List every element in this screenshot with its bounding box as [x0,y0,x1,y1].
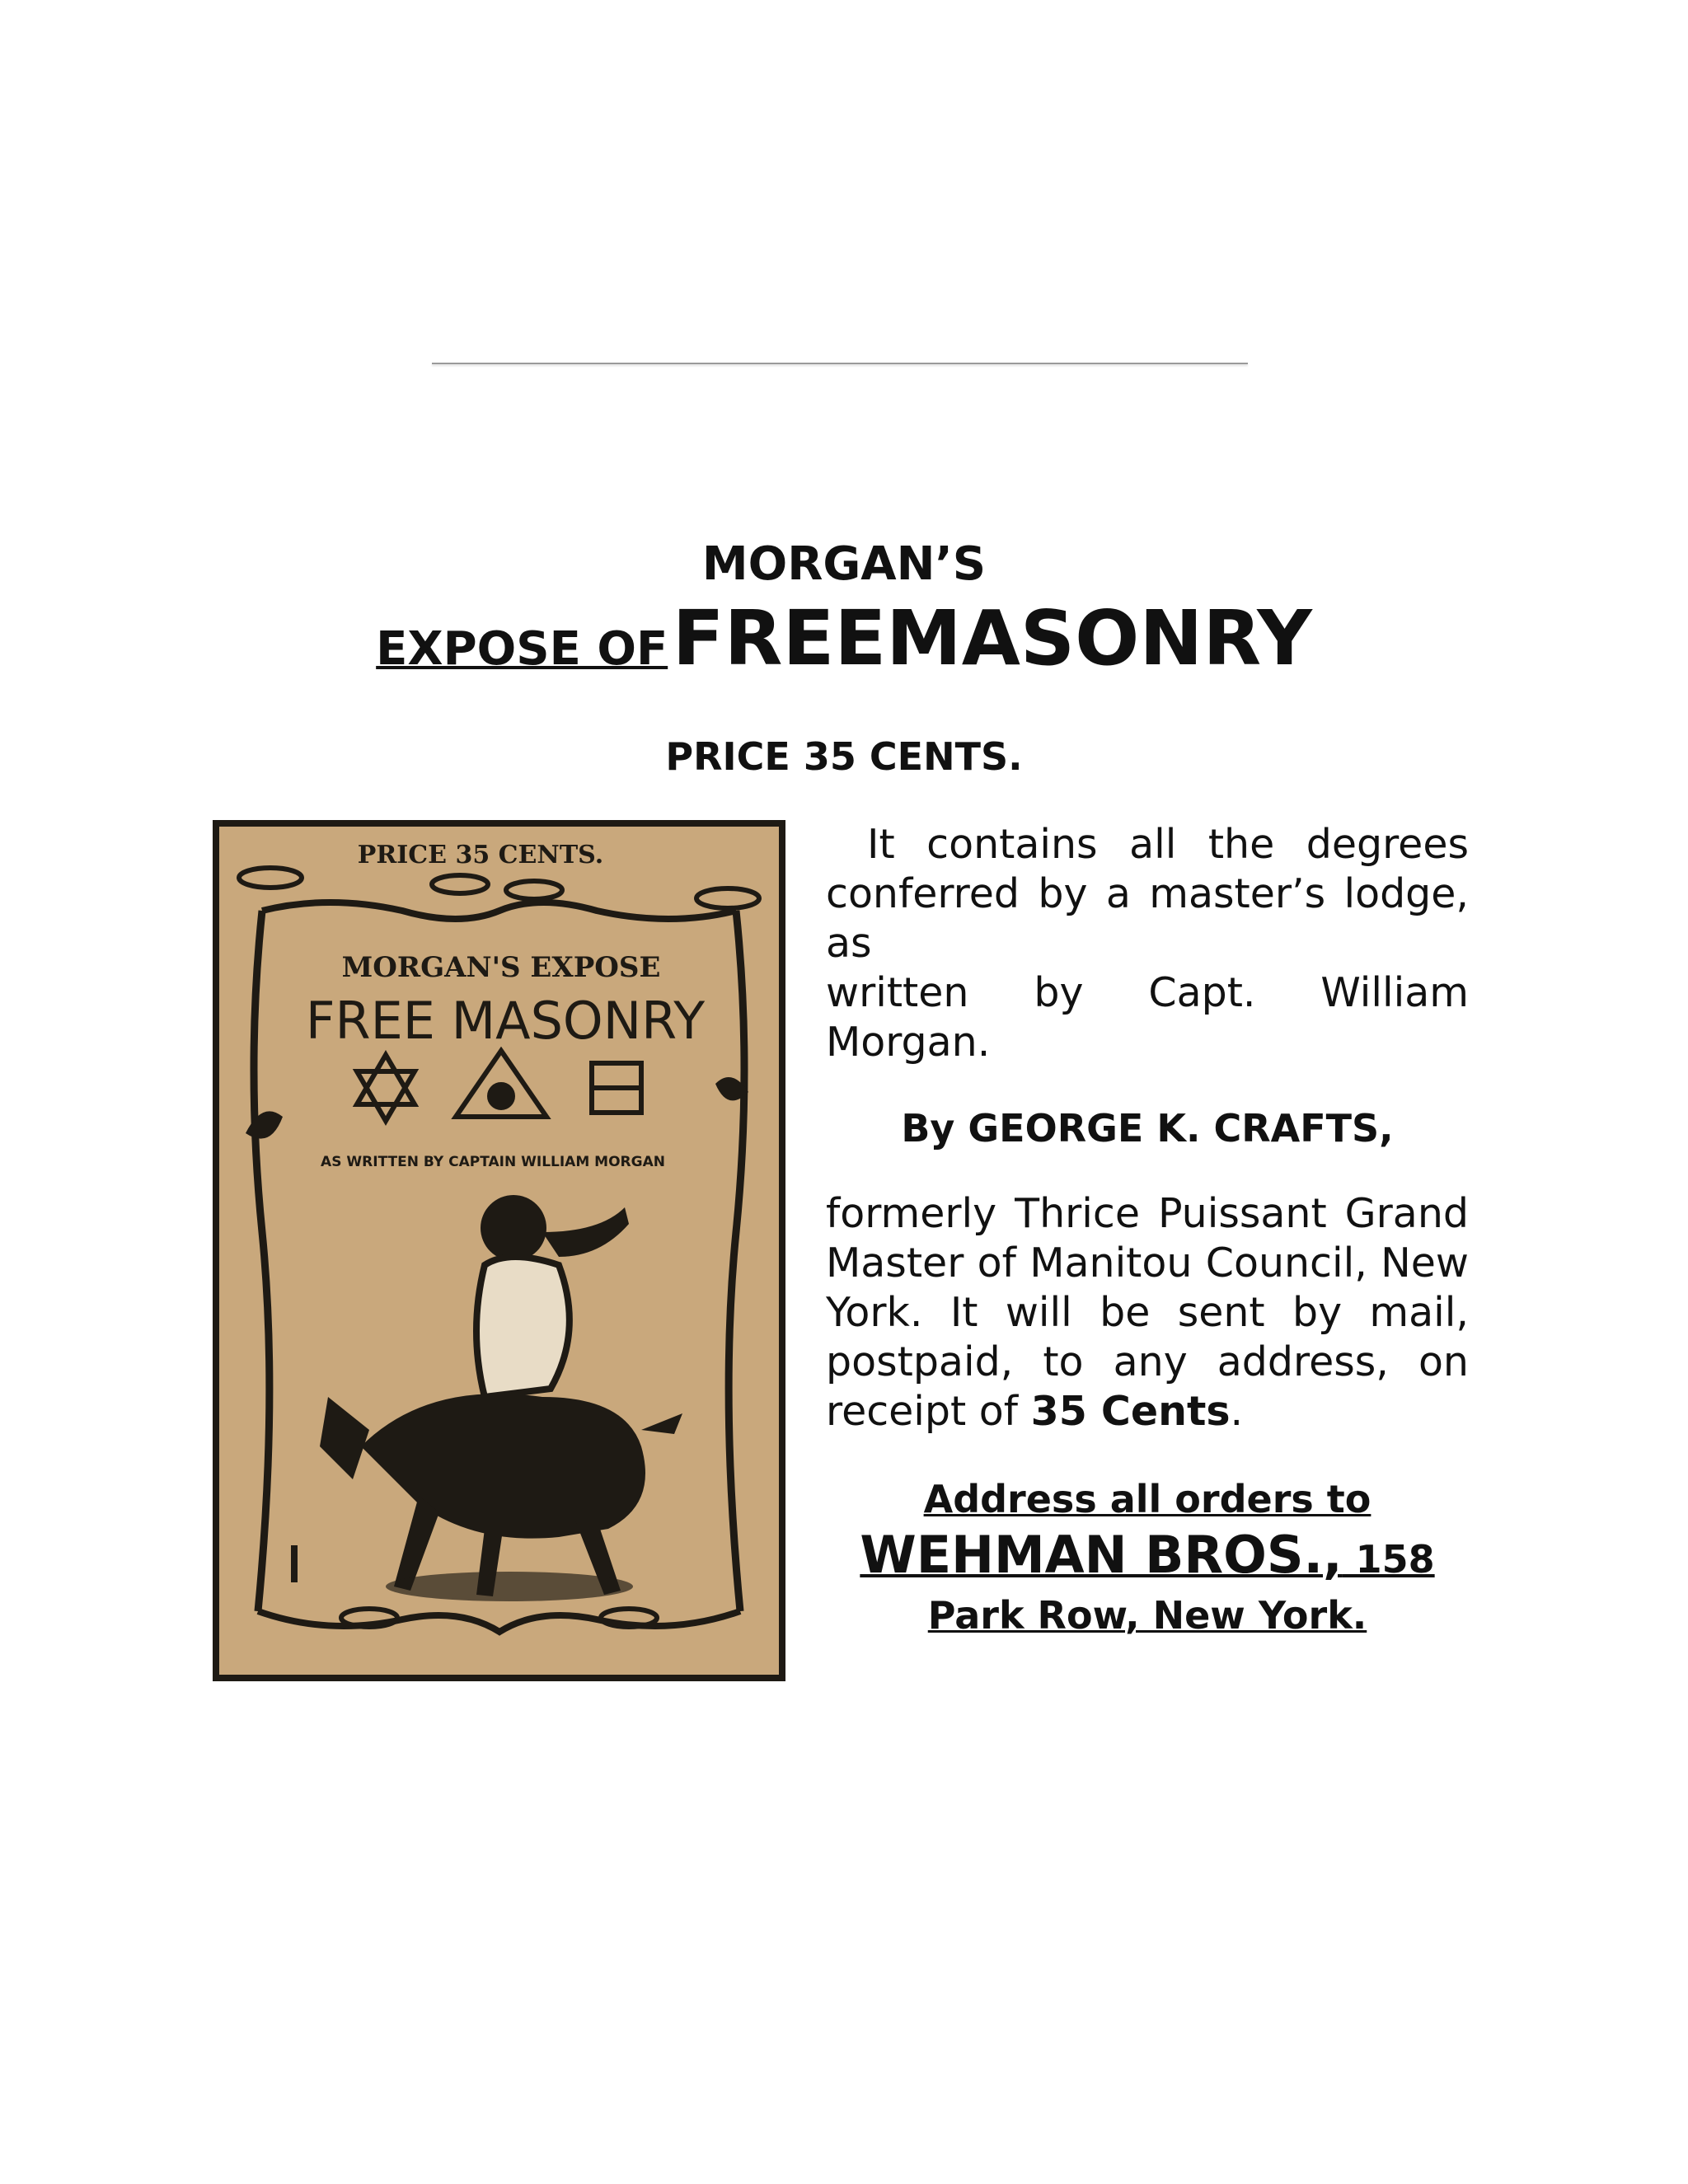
street-city: Park Row, New York. [927,1593,1367,1638]
cover-caption-text: AS WRITTEN BY CAPTAIN WILLIAM MORGAN [321,1154,665,1170]
receipt-text: receipt of [826,1388,1031,1435]
book-cover-image [213,820,785,1681]
description-line-4: formerly Thrice Puissant Grand [826,1190,1469,1237]
description-line-2: conferred by a master’s lodge, as [826,870,1469,967]
book-cover-illustration [213,820,785,1681]
description-line-1: It contains all the degrees [867,821,1469,868]
description-line-8 [826,1387,1469,1436]
title-freemasonry: FREEMASONRY [672,594,1312,682]
horizontal-rule [432,363,1248,364]
title-expose-freemasonry [0,593,1688,684]
cover-subtitle-text: MORGAN'S EXPOSE [341,951,661,984]
description-line-7: postpaid, to any address, on [826,1338,1469,1385]
period: . [1230,1388,1244,1435]
description-column [826,820,1469,1642]
order-address [826,1473,1469,1642]
title-morgans: MORGAN’S [701,537,987,591]
cover-price-text: PRICE 35 CENTS. [357,841,604,869]
publisher-big: WEHMAN BROS., [860,1525,1343,1585]
description-line-6: York. It will be sent by mail, [826,1289,1469,1336]
street-number: 158 [1342,1537,1435,1582]
address-intro: Address all orders to [923,1477,1372,1521]
price-bold: 35 Cents [1030,1388,1231,1435]
author-byline: By GEORGE K. CRAFTS, [901,1106,1394,1151]
publisher-name [826,1526,1469,1589]
cover-title-text: FREE MASONRY [305,991,706,1051]
description-line-3: written by Capt. William Morgan. [826,969,1469,1066]
price-line: PRICE 35 CENTS. [665,734,1023,779]
title-expose-of: EXPOSE OF [376,622,668,676]
description-line-5: Master of Manitou Council, New [826,1240,1469,1286]
